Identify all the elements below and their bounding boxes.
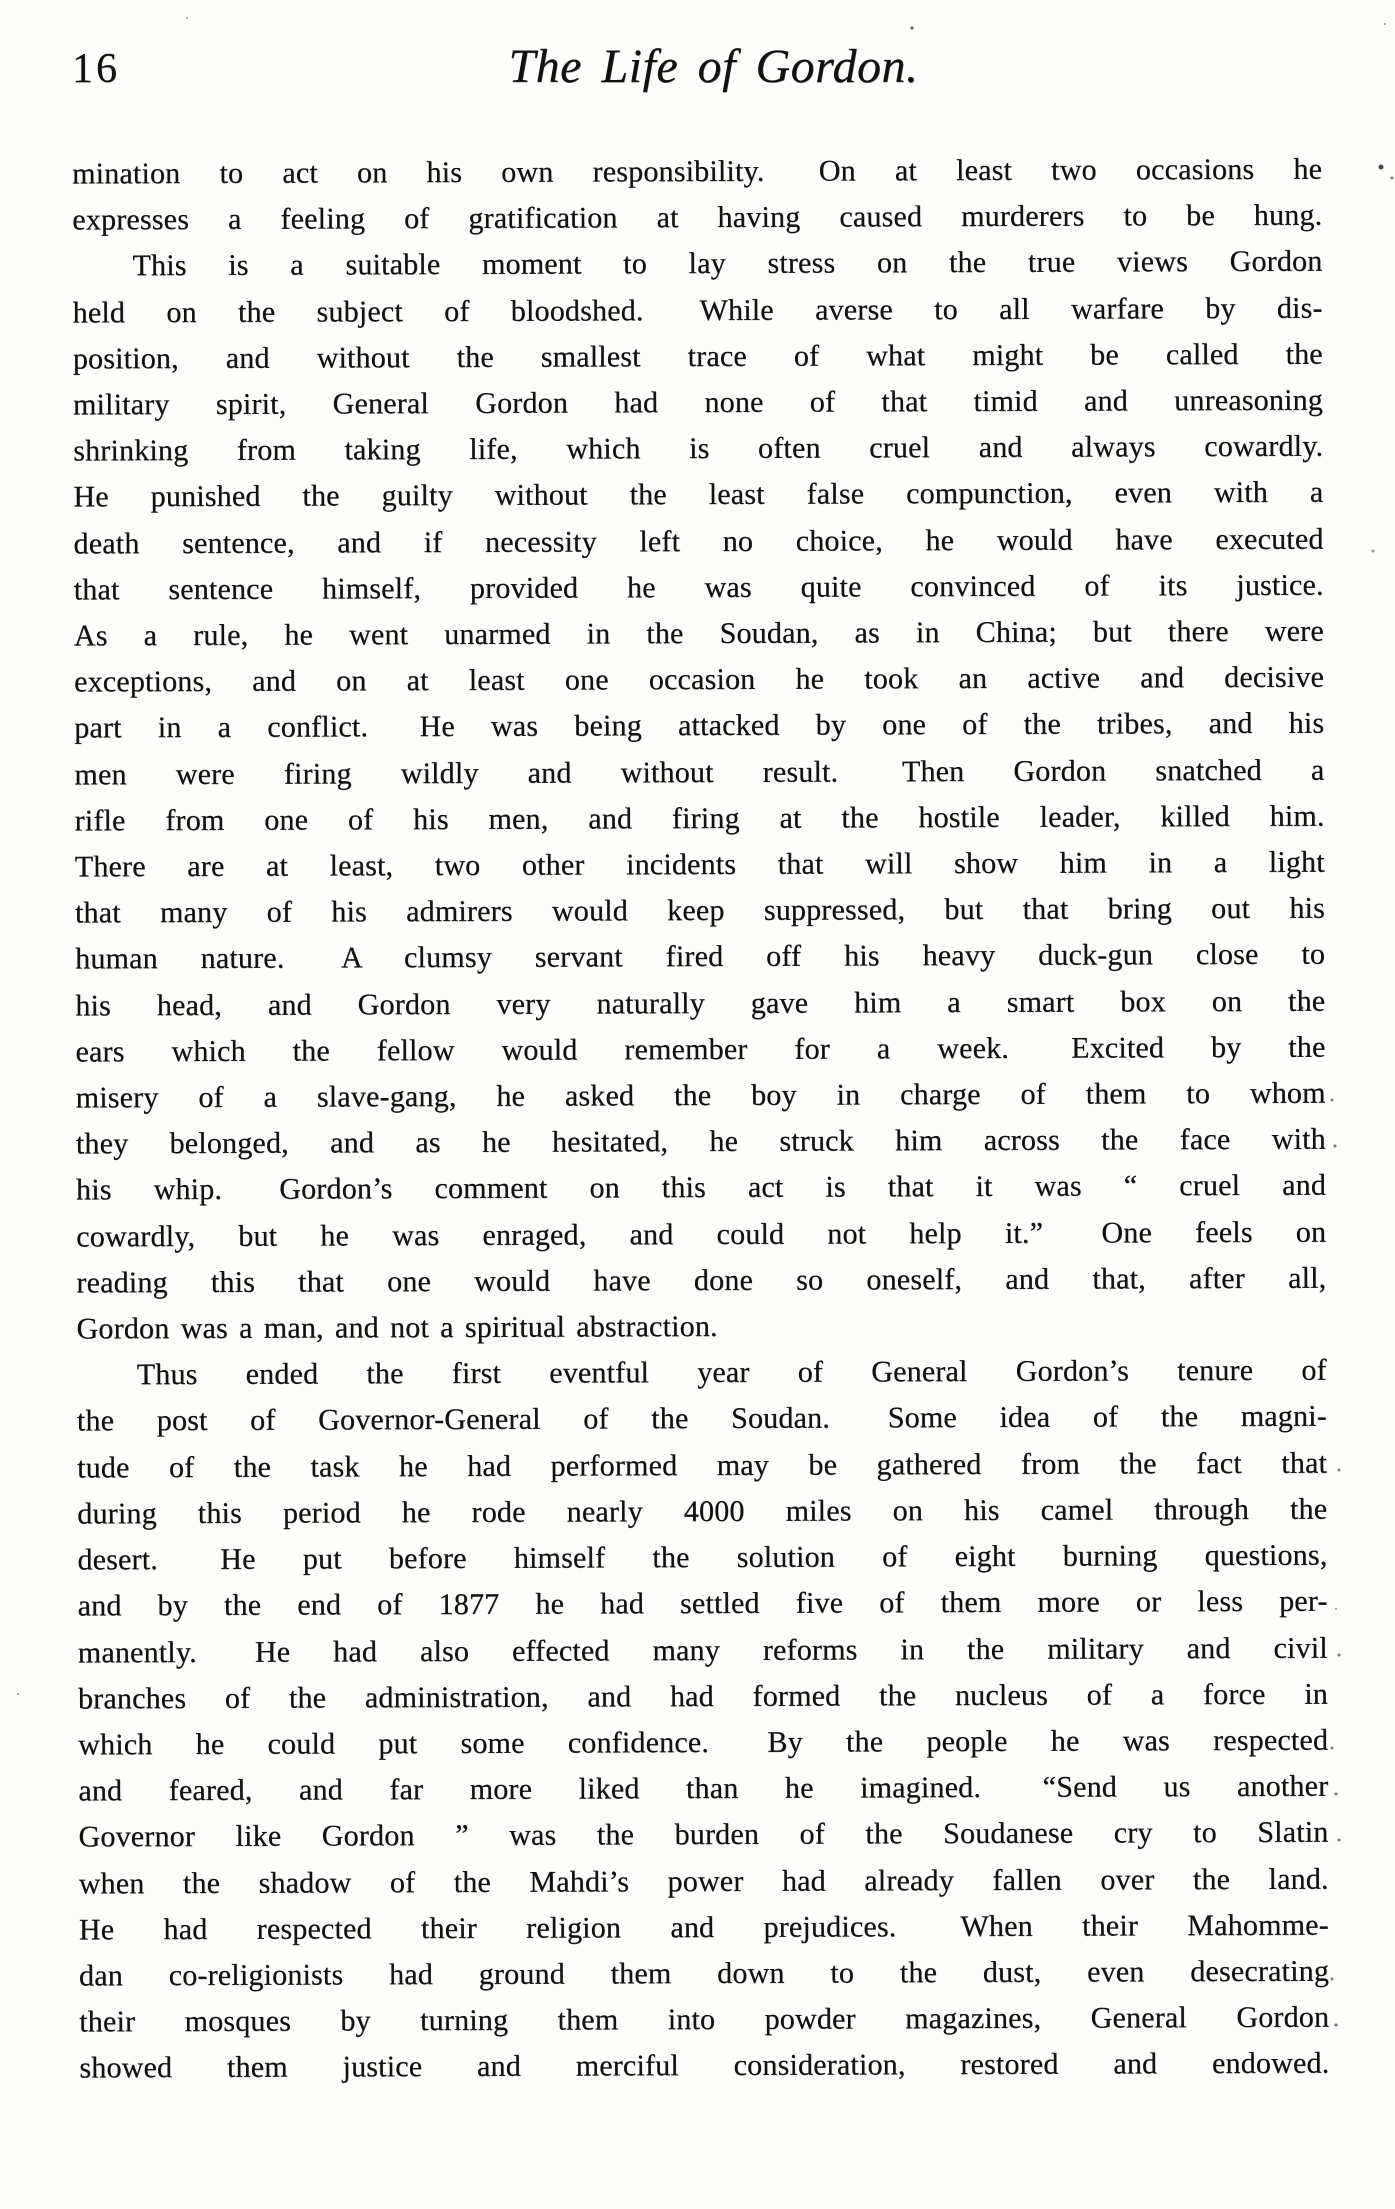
text-line: exceptions, and on at least one occasion he took an active and decisive (73, 660, 1325, 699)
text-line: There are at least, two other incidents that will show him in a light (74, 845, 1325, 884)
page-body (72, 147, 1329, 2092)
text-line: tude of the task he had performed may be gathered from the fact that (76, 1446, 1328, 1485)
text-line: human nature. A clumsy servant fired off his heavy duck-gun close to (75, 938, 1326, 976)
text-line: shrinking from taking life, which is often cruel and always cowardly. (73, 429, 1324, 468)
text-line: cowardly, but he was enraged, and could not help it.” One feels on (76, 1215, 1327, 1254)
text-line: As a rule, he went unarmed in the Soudan, as in China; but there were (73, 614, 1324, 653)
text-line: his whip. Gordon’s comment on this act is that it was “ cruel and (75, 1169, 1327, 1207)
page-number: 16 (72, 46, 120, 92)
text-line: held on the subject of bloodshed. While averse to all warfare by dis- (72, 291, 1323, 330)
text-line: position, and without the smallest trace of what might be called the (72, 337, 1323, 376)
text-line: manently. He had also effected many reforms in the military and civil (77, 1631, 1328, 1669)
text-line: and feared, and far more liked than he imagined. “Send us another (78, 1769, 1329, 1808)
running-title: The Life of Gordon. (508, 40, 919, 93)
text-line: his head, and Gordon very naturally gave him a smart box on the (75, 984, 1326, 1023)
text-line: during this period he rode nearly 4000 miles on his camel through the (77, 1492, 1328, 1531)
text-line: which he could put some confidence. By the people he was respected (78, 1723, 1329, 1762)
text-line: expresses a feeling of gratification at having caused murderers to be hung. (72, 198, 1323, 237)
text-line: the post of Governor-General of the Soudan. Some idea of the magni- (76, 1400, 1327, 1438)
text-line: their mosques by turning them into powder magazines, General Gordon (79, 2000, 1330, 2039)
text-line: desert. He put before himself the solution of eight burning questions, (77, 1538, 1328, 1577)
text-line: and by the end of 1877 he had settled five of them more or less per- (77, 1584, 1328, 1623)
text-line: that sentence himself, provided he was quite convinced of its justice. (73, 568, 1324, 607)
scan-specks (0, 0, 4, 4)
text-line: reading this that one would have done so oneself, and that, after all, (76, 1261, 1327, 1300)
text-line: This is a suitable moment to lay stress on the true views Gordon (132, 245, 1323, 283)
text-line: Governor like Gordon ” was the burden of the Soudanese cry to Slatin (78, 1815, 1329, 1854)
text-line: ears which the fellow would remember for a week. Excited by the (75, 1030, 1326, 1069)
text-line: part in a conflict. He was being attacked by one of the tribes, and his (74, 707, 1325, 745)
text-line: rifle from one of his men, and firing at the hostile leader, killed him. (74, 799, 1325, 838)
text-line: military spirit, General Gordon had none of that timid and unreasoning (72, 383, 1324, 422)
text-line: misery of a slave-gang, he asked the boy in charge of them to whom (75, 1076, 1326, 1115)
text-line: when the shadow of the Mahdi’s power had already fallen over the land. (78, 1862, 1329, 1900)
text-line: He had respected their religion and prejudices. When their Mahomme- (78, 1908, 1329, 1947)
text-line: death sentence, and if necessity left no choice, he would have executed (73, 522, 1324, 561)
text-line: branches of the administration, and had formed the nucleus of a force in (77, 1677, 1328, 1716)
text-line: they belonged, and as he hesitated, he struck him across the face with (75, 1122, 1326, 1161)
text-line: Gordon was a man, and not a spiritual abstraction. (76, 1310, 718, 1346)
text-line: showed them justice and merciful consideration, restored and endowed. (79, 2046, 1330, 2085)
text-line: mination to act on his own responsibility. On at least two occasions he (72, 152, 1323, 191)
text-line: dan co-religionists had ground them down to the dust, even desecrating (78, 1954, 1330, 1993)
text-line: men were firing wildly and without result. Then Gordon snatched a (74, 753, 1325, 792)
text-line: that many of his admirers would keep suppressed, but that bring out his (74, 891, 1325, 930)
text-line: Thus ended the first eventful year of General Gordon’s tenure of (136, 1353, 1327, 1392)
text-line: He punished the guilty without the least false compunction, even with a (73, 476, 1324, 514)
